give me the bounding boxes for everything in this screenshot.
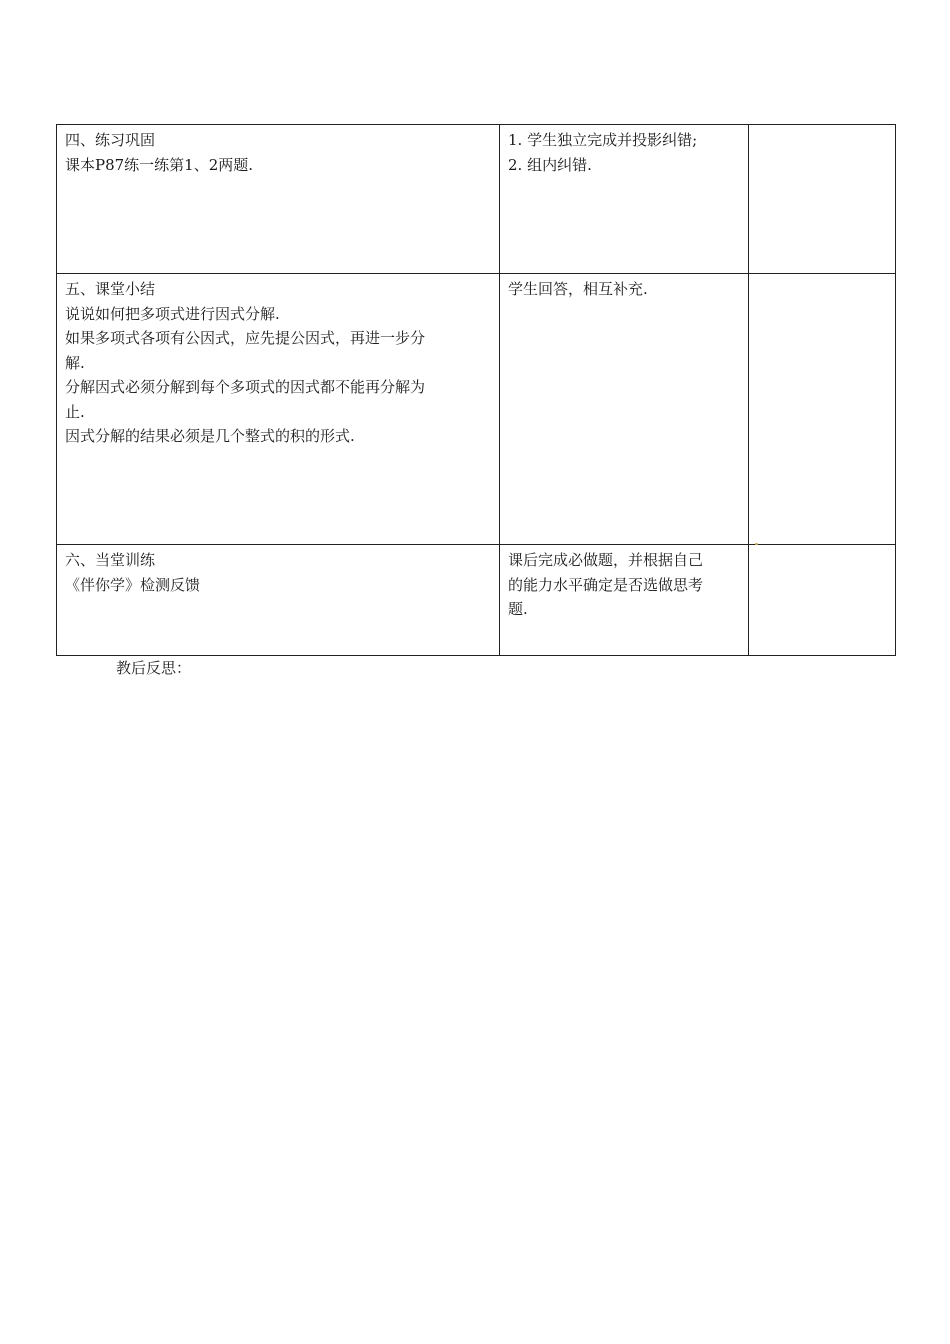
- lesson-table: [56, 124, 896, 656]
- activity-cell: [500, 274, 749, 545]
- activity-line: 题.: [508, 600, 528, 618]
- content-line: 说说如何把多项式进行因式分解.: [65, 304, 280, 323]
- content-line: 止.: [65, 402, 85, 421]
- content-line: 《伴你学》检测反馈: [65, 575, 201, 594]
- content-cell: [57, 274, 500, 545]
- table-row: [57, 545, 896, 656]
- activity-cell: [500, 545, 749, 656]
- table-row: [57, 274, 896, 545]
- activity-line: 的能力水平确定是否选做思考: [508, 575, 704, 594]
- content-cell: [57, 125, 500, 274]
- content-line: 如果多项式各项有公因式，应先提公因式，再进一步分: [65, 329, 426, 347]
- table-row: [57, 125, 896, 274]
- content-line: 解.: [65, 353, 85, 372]
- section-heading: 六、当堂训练: [65, 551, 156, 569]
- activity-cell: [500, 125, 749, 274]
- speck-mark: [755, 543, 758, 545]
- note-cell: [749, 545, 896, 656]
- section-heading: 四、练习巩固: [65, 131, 156, 149]
- activity-line: 学生回答，相互补充.: [508, 280, 648, 298]
- activity-line: 课后完成必做题，并根据自己: [508, 551, 704, 569]
- activity-line: 2. 组内纠错.: [508, 155, 592, 174]
- section-heading: 五、课堂小结: [65, 280, 156, 298]
- note-cell: [749, 125, 896, 274]
- content-line: 分解因式必须分解到每个多项式的因式都不能再分解为: [65, 378, 426, 396]
- note-cell: [749, 274, 896, 545]
- reflection-label: 教后反思：: [116, 659, 192, 677]
- activity-line: 1. 学生独立完成并投影纠错;: [508, 131, 698, 149]
- content-line: 课本P87练一练第1、2两题.: [65, 155, 254, 174]
- content-cell: [57, 545, 500, 656]
- content-line: 因式分解的结果必须是几个整式的积的形式.: [65, 427, 355, 445]
